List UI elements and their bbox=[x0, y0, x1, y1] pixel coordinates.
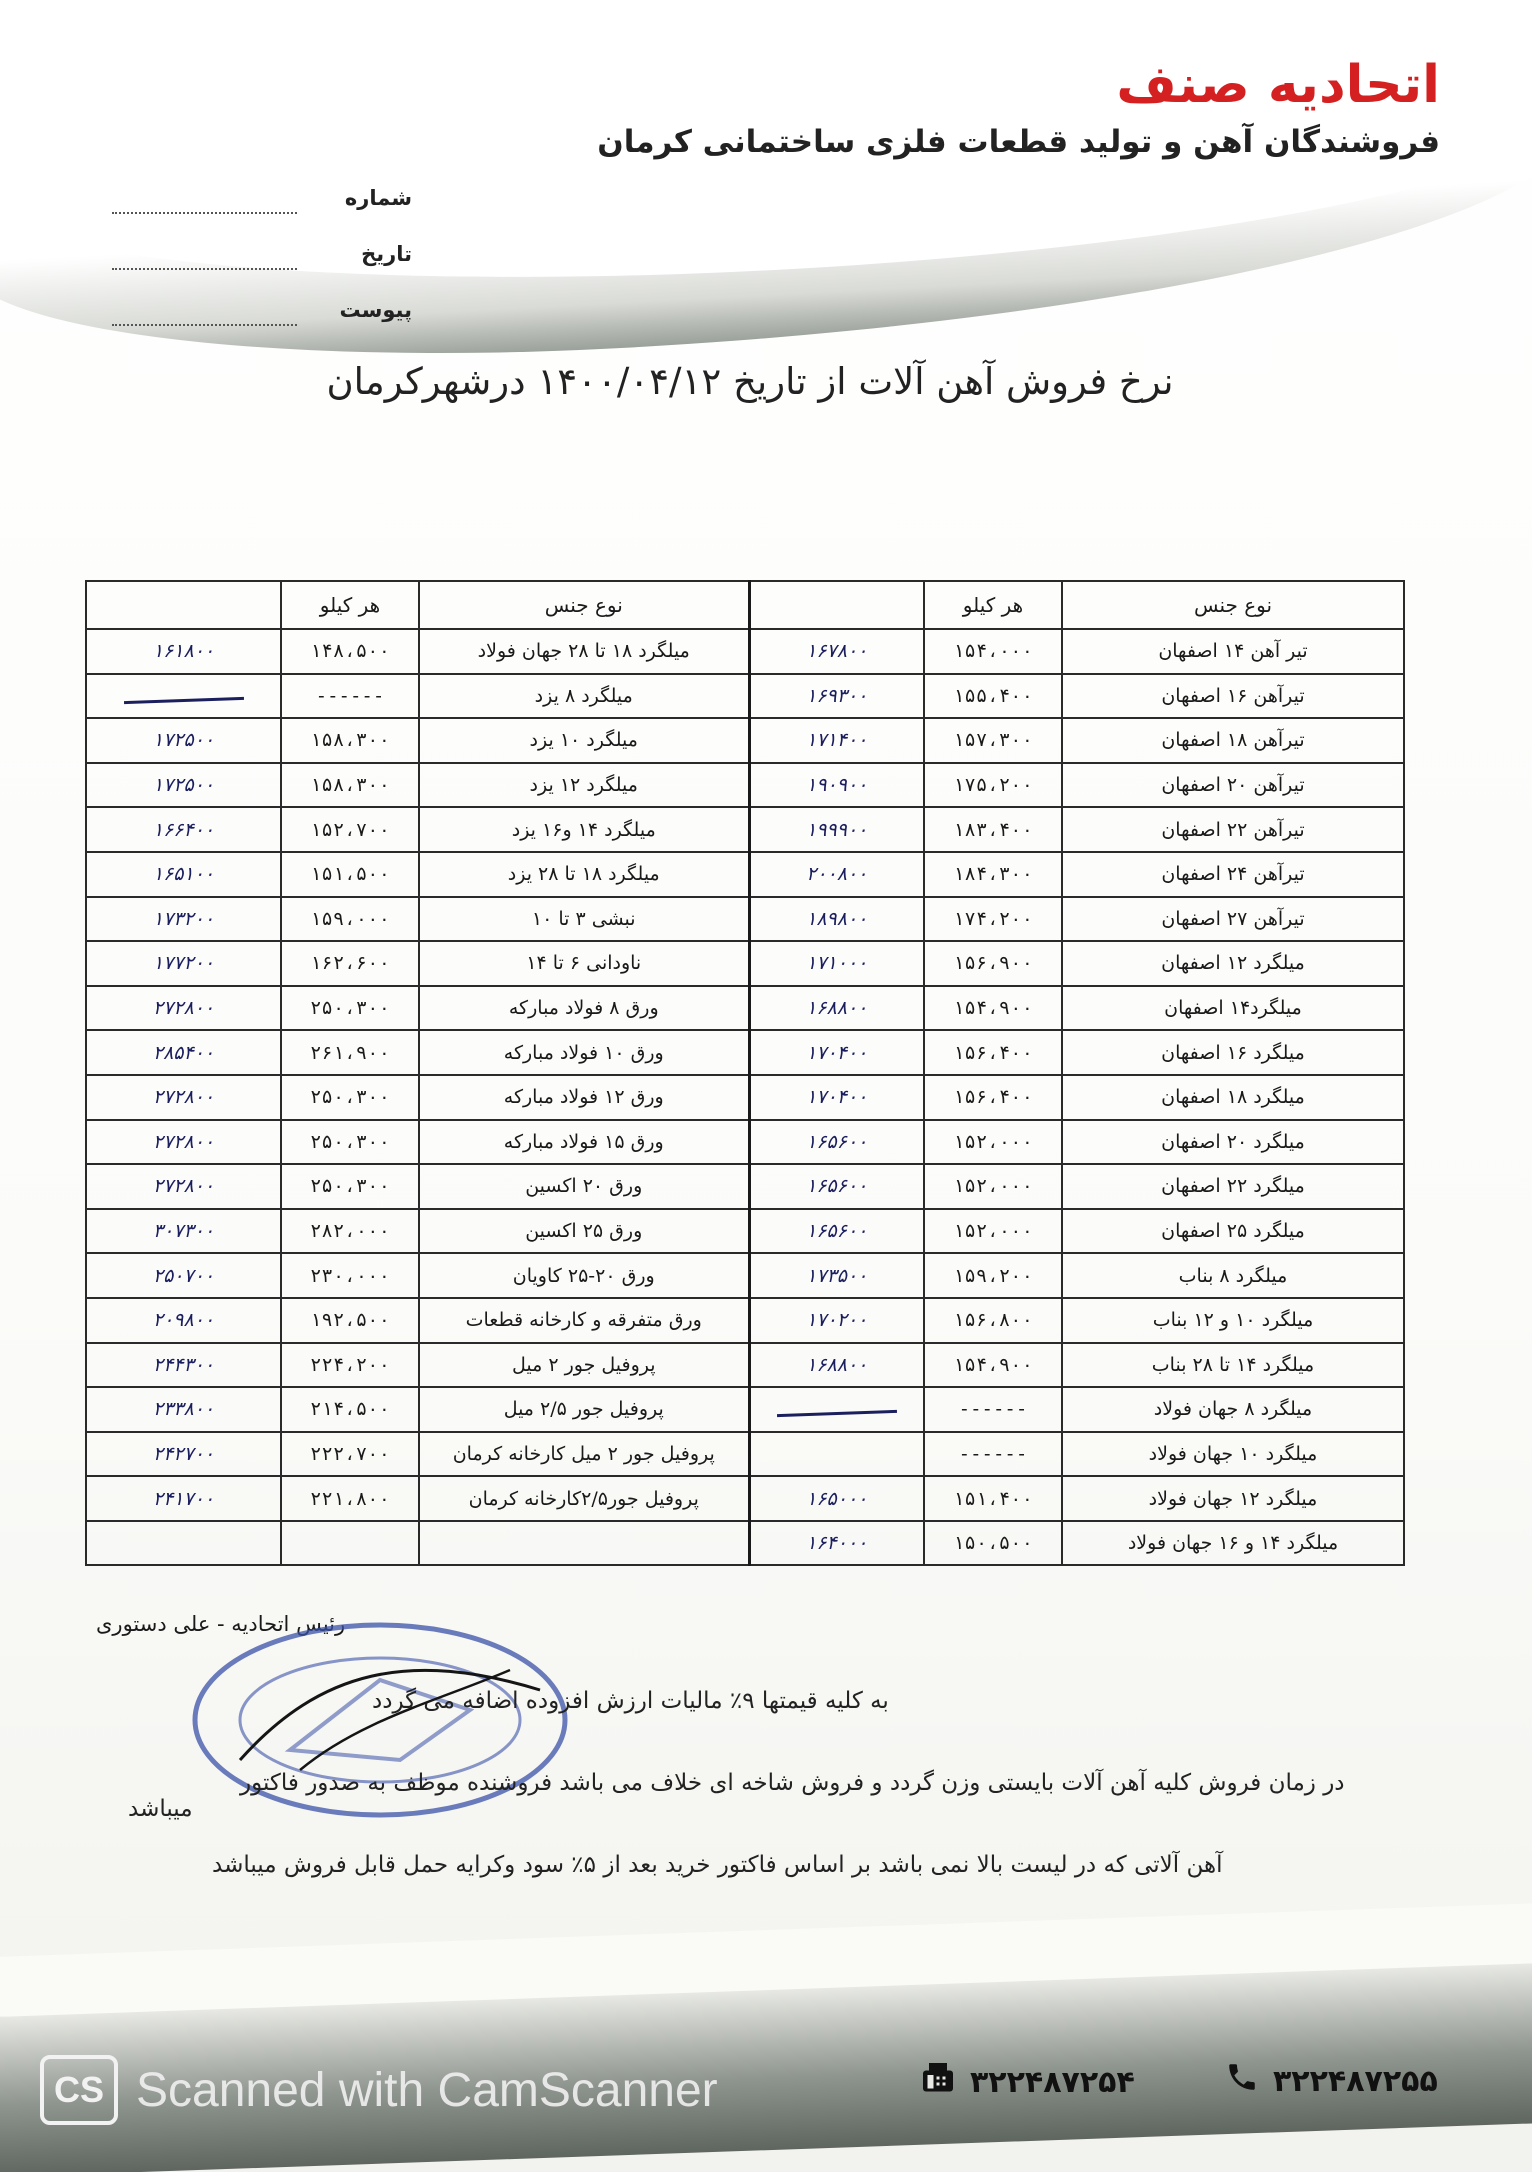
item-price-right: ۱۵۲،۰۰۰ bbox=[924, 1209, 1062, 1254]
phone-1 bbox=[1225, 2060, 1438, 2102]
item-type-right: میلگرد ۸ بناب bbox=[1062, 1253, 1404, 1298]
header-price-left: هر کیلو bbox=[281, 581, 419, 629]
handwritten-price-left: ۲۷۲۸۰۰ bbox=[86, 986, 281, 1031]
number-label: شماره bbox=[344, 186, 412, 210]
weight-note: در زمان فروش کلیه آهن آلات بایستی وزن گردد و فروش شاخه ای خلاف می باشد فروشنده موظف به صدور فاکتور bbox=[240, 1770, 1345, 1796]
item-type-left: ورق ۱۰ فولاد مبارکه bbox=[419, 1030, 749, 1075]
item-price-left: ۱۹۲،۵۰۰ bbox=[281, 1298, 419, 1343]
handwritten-price-right: ۱۶۸۸۰۰ bbox=[749, 1343, 924, 1388]
handwritten-price-right: ۱۹۹۹۰۰ bbox=[749, 807, 924, 852]
item-price-left: ۲۲۴،۲۰۰ bbox=[281, 1343, 419, 1388]
item-price-left bbox=[281, 1521, 419, 1566]
header-type-left: نوع جنس bbox=[419, 581, 749, 629]
item-price-right: ۱۵۹،۲۰۰ bbox=[924, 1253, 1062, 1298]
handwritten-price-left: ۲۸۵۴۰۰ bbox=[86, 1030, 281, 1075]
item-price-left: ۲۵۰،۳۰۰ bbox=[281, 986, 419, 1031]
item-price-left: ۲۶۱،۹۰۰ bbox=[281, 1030, 419, 1075]
item-type-right: تیرآهن ۲۴ اصفهان bbox=[1062, 852, 1404, 897]
handwritten-price-left: ۲۷۲۸۰۰ bbox=[86, 1120, 281, 1165]
item-type-right: میلگرد۱۴ اصفهان bbox=[1062, 986, 1404, 1031]
handwritten-price-left: ۲۷۲۸۰۰ bbox=[86, 1164, 281, 1209]
handwritten-price-left: ۲۵۰۷۰۰ bbox=[86, 1253, 281, 1298]
table-row bbox=[86, 1164, 1404, 1209]
handwritten-price-right: ۲۰۰۸۰۰ bbox=[749, 852, 924, 897]
item-type-right: میلگرد ۱۰ جهان فولاد bbox=[1062, 1432, 1404, 1477]
item-price-left: ۱۵۲،۷۰۰ bbox=[281, 807, 419, 852]
item-type-right: تیرآهن ۲۷ اصفهان bbox=[1062, 897, 1404, 942]
item-type-right: تیرآهن ۲۰ اصفهان bbox=[1062, 763, 1404, 808]
item-type-right: تیرآهن ۱۶ اصفهان bbox=[1062, 674, 1404, 719]
item-type-right: میلگرد ۲۰ اصفهان bbox=[1062, 1120, 1404, 1165]
handwritten-price-right: ۱۷۰۴۰۰ bbox=[749, 1030, 924, 1075]
handwritten-price-right: ۱۷۱۰۰۰ bbox=[749, 941, 924, 986]
handwritten-price-right: ۱۶۵۰۰۰ bbox=[749, 1476, 924, 1521]
handwritten-price-right: ۱۷۰۴۰۰ bbox=[749, 1075, 924, 1120]
item-price-right: ۱۵۲،۰۰۰ bbox=[924, 1120, 1062, 1165]
item-price-right: ۱۵۶،۴۰۰ bbox=[924, 1075, 1062, 1120]
item-type-right: میلگرد ۱۲ اصفهان bbox=[1062, 941, 1404, 986]
item-type-left: پروفیل جور ۲ میل کارخانه کرمان bbox=[419, 1432, 749, 1477]
handwritten-price-left bbox=[86, 674, 281, 719]
header-type-right: نوع جنس bbox=[1062, 581, 1404, 629]
table-row bbox=[86, 718, 1404, 763]
header-price-right: هر کیلو bbox=[924, 581, 1062, 629]
table-row bbox=[86, 1253, 1404, 1298]
item-type-left: نبشی ۳ تا ۱۰ bbox=[419, 897, 749, 942]
vat-note: به کلیه قیمتها ۹٪ مالیات ارزش افزوده اضافه می گردد bbox=[372, 1688, 889, 1714]
item-price-right: ------ bbox=[924, 1387, 1062, 1432]
number-line bbox=[112, 212, 297, 214]
item-type-left: پروفیل جور ۲/۵ میل bbox=[419, 1387, 749, 1432]
item-type-right: تیرآهن ۲۲ اصفهان bbox=[1062, 807, 1404, 852]
table-row bbox=[86, 1075, 1404, 1120]
handwritten-price-left: ۱۷۲۵۰۰ bbox=[86, 718, 281, 763]
signatory: رئیس اتحادیه - علی دستوری bbox=[96, 1612, 346, 1636]
handwritten-price-right: ۱۶۴۰۰۰ bbox=[749, 1521, 924, 1566]
item-price-right: ۱۵۵،۴۰۰ bbox=[924, 674, 1062, 719]
handwritten-price-right: ۱۶۵۶۰۰ bbox=[749, 1209, 924, 1254]
item-type-right: تیرآهن ۱۸ اصفهان bbox=[1062, 718, 1404, 763]
handwritten-price-left: ۱۷۳۲۰۰ bbox=[86, 897, 281, 942]
item-price-left: ۱۵۱،۵۰۰ bbox=[281, 852, 419, 897]
item-price-left: ۱۵۹،۰۰۰ bbox=[281, 897, 419, 942]
handwritten-price-left: ۱۷۲۵۰۰ bbox=[86, 763, 281, 808]
table-row bbox=[86, 807, 1404, 852]
handwritten-price-left bbox=[86, 1521, 281, 1566]
crossed-out-mark bbox=[123, 697, 243, 704]
table-row bbox=[86, 1298, 1404, 1343]
handwritten-price-right: ۱۷۳۵۰۰ bbox=[749, 1253, 924, 1298]
item-type-right: تیر آهن ۱۴ اصفهان bbox=[1062, 629, 1404, 674]
item-type-left: میلگرد ۱۲ یزد bbox=[419, 763, 749, 808]
table-row bbox=[86, 1432, 1404, 1477]
handwritten-price-right: ۱۶۵۶۰۰ bbox=[749, 1164, 924, 1209]
item-price-right: ۱۸۳،۴۰۰ bbox=[924, 807, 1062, 852]
handwritten-price-left: ۲۰۹۸۰۰ bbox=[86, 1298, 281, 1343]
table-row bbox=[86, 763, 1404, 808]
table-row bbox=[86, 1209, 1404, 1254]
handwritten-price-right: ۱۶۹۳۰۰ bbox=[749, 674, 924, 719]
item-price-right: ۱۵۶،۴۰۰ bbox=[924, 1030, 1062, 1075]
handwritten-price-right: ۱۷۱۴۰۰ bbox=[749, 718, 924, 763]
item-type-right: میلگرد ۱۸ اصفهان bbox=[1062, 1075, 1404, 1120]
item-price-left: ۲۵۰،۳۰۰ bbox=[281, 1164, 419, 1209]
item-type-left: میلگرد ۱۸ تا ۲۸ یزد bbox=[419, 852, 749, 897]
camscanner-logo-icon: CS bbox=[40, 2055, 118, 2125]
item-type-right: میلگرد ۱۲ جهان فولاد bbox=[1062, 1476, 1404, 1521]
item-type-left: میلگرد ۱۰ یزد bbox=[419, 718, 749, 763]
item-price-right: ------ bbox=[924, 1432, 1062, 1477]
handwritten-price-left: ۲۴۲۷۰۰ bbox=[86, 1432, 281, 1477]
crossed-out-mark bbox=[777, 1410, 897, 1417]
item-type-left: میلگرد ۱۸ تا ۲۸ جهان فولاد bbox=[419, 629, 749, 674]
handwritten-price-right bbox=[749, 1387, 924, 1432]
item-price-right: ۱۵۷،۳۰۰ bbox=[924, 718, 1062, 763]
item-type-left: ورق ۱۲ فولاد مبارکه bbox=[419, 1075, 749, 1120]
item-price-left: ------ bbox=[281, 674, 419, 719]
phone-icon bbox=[1225, 2060, 1259, 2102]
item-type-right: میلگرد ۸ جهان فولاد bbox=[1062, 1387, 1404, 1432]
handwritten-price-right: ۱۶۵۶۰۰ bbox=[749, 1120, 924, 1165]
table-header-row bbox=[86, 581, 1404, 629]
item-type-right: میلگرد ۲۵ اصفهان bbox=[1062, 1209, 1404, 1254]
item-type-left: میلگرد ۸ یزد bbox=[419, 674, 749, 719]
item-type-right: میلگرد ۱۰ و ۱۲ بناب bbox=[1062, 1298, 1404, 1343]
date-label: تاریخ bbox=[361, 242, 412, 266]
handwritten-price-right: ۱۷۰۲۰۰ bbox=[749, 1298, 924, 1343]
weight-note-continued: میباشد bbox=[128, 1796, 193, 1822]
item-price-right: ۱۵۲،۰۰۰ bbox=[924, 1164, 1062, 1209]
handwritten-price-left: ۱۶۱۸۰۰ bbox=[86, 629, 281, 674]
item-type-left: پروفیل جور۲/۵کارخانه کرمان bbox=[419, 1476, 749, 1521]
item-price-right: ۱۷۴،۲۰۰ bbox=[924, 897, 1062, 942]
item-type-left: ورق ۱۵ فولاد مبارکه bbox=[419, 1120, 749, 1165]
item-price-left: ۲۵۰،۳۰۰ bbox=[281, 1120, 419, 1165]
item-price-right: ۱۵۰،۵۰۰ bbox=[924, 1521, 1062, 1566]
table-row bbox=[86, 897, 1404, 942]
item-type-right: میلگرد ۱۶ اصفهان bbox=[1062, 1030, 1404, 1075]
price-table-body bbox=[86, 629, 1404, 1565]
union-subtitle: فروشندگان آهن و تولید قطعات فلزی ساختمانی کرمان bbox=[597, 124, 1440, 160]
item-type-left: ورق متفرقه و کارخانه قطعات bbox=[419, 1298, 749, 1343]
item-price-right: ۱۵۴،۹۰۰ bbox=[924, 986, 1062, 1031]
handwritten-price-left: ۲۷۲۸۰۰ bbox=[86, 1075, 281, 1120]
item-price-right: ۱۵۴،۹۰۰ bbox=[924, 1343, 1062, 1388]
union-title: اتحادیه صنف bbox=[1116, 55, 1440, 115]
item-price-left: ۱۵۸،۳۰۰ bbox=[281, 718, 419, 763]
item-type-left: ناودانی ۶ تا ۱۴ bbox=[419, 941, 749, 986]
handwritten-price-right: ۱۶۸۸۰۰ bbox=[749, 986, 924, 1031]
handwritten-price-left: ۱۶۵۱۰۰ bbox=[86, 852, 281, 897]
handwritten-price-left: ۲۳۳۸۰۰ bbox=[86, 1387, 281, 1432]
item-price-left: ۲۳۰،۰۰۰ bbox=[281, 1253, 419, 1298]
table-row bbox=[86, 674, 1404, 719]
item-price-right: ۱۵۱،۴۰۰ bbox=[924, 1476, 1062, 1521]
date-line bbox=[112, 268, 297, 270]
item-type-right: میلگرد ۲۲ اصفهان bbox=[1062, 1164, 1404, 1209]
handwritten-price-left: ۲۴۱۷۰۰ bbox=[86, 1476, 281, 1521]
handwritten-price-left: ۱۶۶۴۰۰ bbox=[86, 807, 281, 852]
price-list-heading: نرخ فروش آهن آلات از تاریخ ۱۴۰۰/۰۴/۱۲ درشهرکرمان bbox=[326, 360, 1174, 403]
phone-1-number: ۳۲۲۴۸۷۲۵۵ bbox=[1273, 2063, 1438, 2099]
table-row bbox=[86, 1387, 1404, 1432]
camscanner-watermark bbox=[40, 2055, 718, 2125]
item-price-left: ۲۲۱،۸۰۰ bbox=[281, 1476, 419, 1521]
item-price-right: ۱۵۴،۰۰۰ bbox=[924, 629, 1062, 674]
item-price-right: ۱۵۶،۹۰۰ bbox=[924, 941, 1062, 986]
item-price-right: ۱۷۵،۲۰۰ bbox=[924, 763, 1062, 808]
item-price-left: ۱۴۸،۵۰۰ bbox=[281, 629, 419, 674]
handwritten-price-right: ۱۸۹۸۰۰ bbox=[749, 897, 924, 942]
handwritten-price-right bbox=[749, 1432, 924, 1477]
item-price-right: ۱۸۴،۳۰۰ bbox=[924, 852, 1062, 897]
header-handwritten-left bbox=[86, 581, 281, 629]
handwritten-price-left: ۱۷۷۲۰۰ bbox=[86, 941, 281, 986]
handwritten-price-left: ۲۴۴۳۰۰ bbox=[86, 1343, 281, 1388]
item-type-left: ورق ۲۰-۲۵ کاویان bbox=[419, 1253, 749, 1298]
item-type-right: میلگرد ۱۴ و ۱۶ جهان فولاد bbox=[1062, 1521, 1404, 1566]
table-row bbox=[86, 941, 1404, 986]
handwritten-price-left: ۳۰۷۳۰۰ bbox=[86, 1209, 281, 1254]
attachment-label: پیوست bbox=[339, 298, 412, 322]
phone-2 bbox=[920, 2060, 1135, 2104]
item-type-right: میلگرد ۱۴ تا ۲۸ بناب bbox=[1062, 1343, 1404, 1388]
header-handwritten-right bbox=[749, 581, 924, 629]
phone-2-number: ۳۲۲۴۸۷۲۵۴ bbox=[970, 2064, 1135, 2100]
handwritten-price-right: ۱۶۷۸۰۰ bbox=[749, 629, 924, 674]
item-type-left bbox=[419, 1521, 749, 1566]
item-type-left: میلگرد ۱۴ و۱۶ یزد bbox=[419, 807, 749, 852]
item-type-left: ورق ۲۰ اکسین bbox=[419, 1164, 749, 1209]
item-price-left: ۲۸۲،۰۰۰ bbox=[281, 1209, 419, 1254]
handwritten-price-right: ۱۹۰۹۰۰ bbox=[749, 763, 924, 808]
item-price-left: ۱۶۲،۶۰۰ bbox=[281, 941, 419, 986]
table-row bbox=[86, 1120, 1404, 1165]
table-row bbox=[86, 1030, 1404, 1075]
table-row bbox=[86, 1521, 1404, 1566]
price-table bbox=[85, 580, 1405, 1566]
fax-icon bbox=[920, 2060, 956, 2104]
item-type-left: پروفیل جور ۲ میل bbox=[419, 1343, 749, 1388]
attachment-line bbox=[112, 324, 297, 326]
item-type-left: ورق ۸ فولاد مبارکه bbox=[419, 986, 749, 1031]
item-price-left: ۲۵۰،۳۰۰ bbox=[281, 1075, 419, 1120]
table-row bbox=[86, 1343, 1404, 1388]
table-row bbox=[86, 1476, 1404, 1521]
unlisted-items-note: آهن آلاتی که در لیست بالا نمی باشد بر اساس فاکتور خرید بعد از ۵٪ سود وکرایه حمل قابل فروش میباشد bbox=[212, 1852, 1223, 1878]
table-row bbox=[86, 986, 1404, 1031]
camscanner-text: Scanned with CamScanner bbox=[136, 2063, 718, 2117]
item-price-left: ۱۵۸،۳۰۰ bbox=[281, 763, 419, 808]
item-price-left: ۲۱۴،۵۰۰ bbox=[281, 1387, 419, 1432]
table-row bbox=[86, 629, 1404, 674]
item-type-left: ورق ۲۵ اکسین bbox=[419, 1209, 749, 1254]
item-price-left: ۲۲۲،۷۰۰ bbox=[281, 1432, 419, 1477]
item-price-right: ۱۵۶،۸۰۰ bbox=[924, 1298, 1062, 1343]
table-row bbox=[86, 852, 1404, 897]
